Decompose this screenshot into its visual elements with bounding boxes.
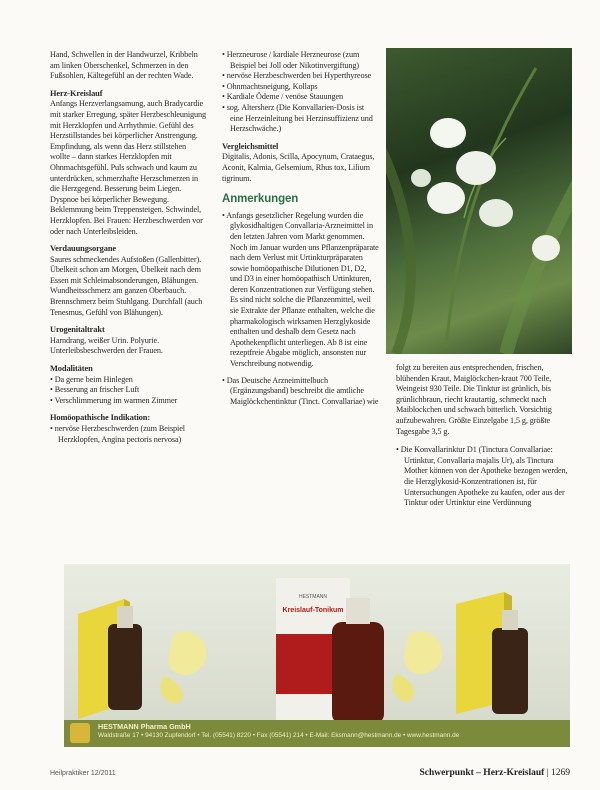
column-middle bbox=[222, 50, 379, 407]
section-heading: Vergleichsmittel bbox=[222, 141, 279, 151]
section-heading: Herz-Kreislauf bbox=[50, 88, 103, 98]
paragraph: Digitalis, Adonis, Scilla, Apocynum, Crataegus, Aconit, Kalmia, Gelsemium, Rhus tox, Lilium tigrinum. bbox=[222, 152, 375, 183]
column-left bbox=[50, 50, 207, 445]
section-heading: Homöopathische Indikation: bbox=[50, 413, 151, 423]
list-item: • Herzneurose / kardiale Herzneurose (zum Beispiel bei Joll oder Nikotinvergiftung) bbox=[222, 50, 360, 70]
footer-section: Schwerpunkt – Herz-Kreislauf | 1269 bbox=[419, 768, 570, 778]
advertisement bbox=[64, 564, 570, 747]
page-number: 1269 bbox=[551, 768, 570, 778]
list-item: • Da gerne beim Hinlegen bbox=[50, 374, 133, 384]
product-name: Kreislauf-Tonikum bbox=[282, 607, 344, 614]
list-item: • Kardiale Ödeme / venöse Stauungen bbox=[222, 92, 344, 102]
list-item: • sog. Altersherz (Die Konvallarien-Dosis ist eine Herzeinleitung bei Herzinsuffizienz und Herzschwäche.) bbox=[222, 102, 373, 134]
paragraph: folgt zu bereiten aus entsprechenden, frischen, blühenden Kraut, Maiglöckchen-kraut 700 Teile, Weingeist 930 Teile. Die Tinktur ist grünlich, bis grünlichbraun, riecht krautartig, schmeckt nach Maiblockchen und schwach bitterlich. Vorsichtig aufzubewahren. Größte Einzelgabe 1,5 g, größte Tagesgabe 3,5 g. bbox=[396, 363, 552, 436]
ad-footer-bar bbox=[64, 720, 570, 747]
paragraph: Anfangs Herzverlangsamung, auch Bradycardie mit starker Erregung, später Herzbeschleunigung mit Herzklopfen und Arrhythmie. Gefühl des Herzstillstandes bei körperlicher Anstrengung. Empfindung, als wenn das Herz stillstehen wollte – dann starkes Herzklopfen mit Ohnmachtsgefühl. Puls schwach und kaum zu unterdrücken, schmerzhafte Herzschmerzen in die Herzgegend. Besserung beim Liegen. Dyspnoe bei körperlicher Bewegung. Beklemmung beim Treppensteigen. Schwindel, Herzklopfen. Bei Frauen: Herzbeschwerden vor oder nach Unterleibsleiden. bbox=[50, 99, 207, 236]
list-item: • Besserung an frischer Luft bbox=[50, 385, 140, 395]
list-item: • nervöse Herzbeschwerden bei Hyperthyreose bbox=[222, 71, 372, 81]
footer-publication: Heilpraktiker 12/2011 bbox=[50, 770, 116, 777]
list-item: • Verschlimmerung im warmen Zimmer bbox=[50, 395, 178, 405]
column-right bbox=[396, 363, 572, 509]
list-item: • Die Konvallarinktur D1 (Tinctura Convallariae: Urtinktur, Convallaria majalis Ur), als Tinctura Mother können von der Apotheke bezogen werden, die Herzglykosid-Konzentrationen ist, für Untersuchungen Apotheke zu kaufen, oder aus der Tinktur oder Urtinktur eine Verdünnung bbox=[396, 445, 568, 508]
paragraph: Hand, Schwellen in der Handwurzel, Kribbeln am linken Oberschenkel, Schmerzen in den Fußsohlen, Kältegefühl an der rechten Wade. bbox=[50, 50, 198, 81]
section-heading: Verdauungsorgane bbox=[50, 244, 117, 254]
flower-illustration bbox=[386, 48, 572, 354]
company-address: Waldstraße 17 • 94130 Zupfendorf • Tel. (05541) 8220 • Fax (05541) 214 • E-Mail: Eksmann@hestmann.de • www.hestmann.de bbox=[98, 732, 460, 739]
list-item: • Anfangs gesetzlicher Regelung wurden die glykosidhaltigen Convallaria-Arzneimittel in den letzten Jahren vom Markt genommen. Noch im Januar wurden uns Pflanzenpräparate nach dem Verlust mit Urtinkturpräparaten sowie homöopathische Dilutionen D1, D2, und D3 in einer homöopathisch Urtinkturen, deren Konzentrationen zur Verfügung stehen. Es sind nicht solche die Pflanzenmittel, weil sie Extrakte der Pflanze enthalten, welche die pharmakologisch wirksamen Herzglykoside enthalten und deshalb dem Gesetz nach Apothekenpflicht unterliegen. Ab 8 ist eine rezeptfreie Abgabe möglich, ansonsten nur Verschreibung notwendig. bbox=[222, 210, 379, 369]
product-brand: HESTMANN bbox=[298, 594, 328, 600]
paragraph: Harndrang, weißer Urin. Polyurie. Unterleibsbeschwerden der Frauen. bbox=[50, 335, 163, 356]
notes-heading: Anmerkungen bbox=[222, 193, 299, 206]
company-logo-icon bbox=[70, 723, 90, 743]
section-heading: Urogenitaltrakt bbox=[50, 325, 105, 335]
list-item: • Ohnmachtsneigung, Kollaps bbox=[222, 81, 318, 91]
section-heading: Modalitäten bbox=[50, 364, 93, 374]
list-item: • Das Deutsche Arzneimittelbuch (Ergänzungsband) beschreibt die amtliche Maiglöckchentinktur (Tinct. Convallariae) wie bbox=[222, 375, 379, 406]
paragraph: Saures schmeckendes Aufstoßen (Gallenbitter). Übelkeit schon am Morgen, Übelkeit nach dem Essen mit Schleimabsonderungen, Blähungen. Wundheitsschmerz am ganzen Oberbauch. Brennschmerz beim Stuhlgang. Durchfall (auch Tenesmus, Gefühl von Blähungen). bbox=[50, 254, 203, 317]
list-item: • nervöse Herzbeschwerden (zum Beispiel Herzklopfen, Angina pectoris nervosa) bbox=[50, 424, 185, 444]
lily-of-the-valley-photo bbox=[386, 48, 572, 354]
company-name: HESTMANN Pharma GmbH bbox=[98, 722, 191, 731]
